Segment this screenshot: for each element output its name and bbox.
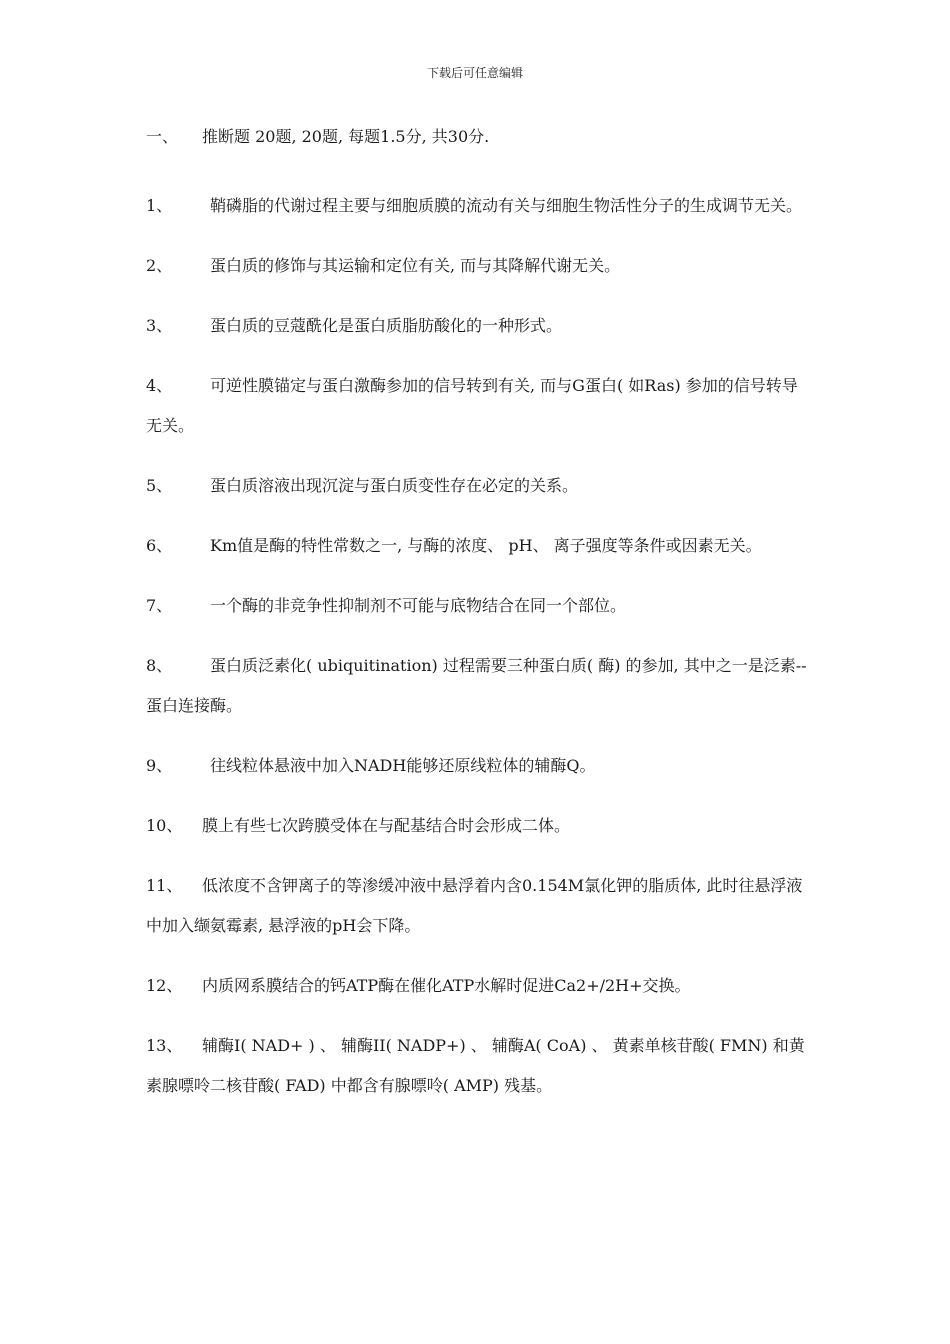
question-text: 辅酶I( NAD+ ) 、 辅酶II( NADP+) 、 辅酶A( CoA) 、 黄素单核苷酸( FMN) 和黄素腺嘌呤二核苷酸( FAD) 中都含有腺嘌呤( AMP) 残基。 — [146, 1036, 805, 1095]
question-number: 13、 — [146, 1036, 183, 1055]
question-number: 1、 — [146, 196, 173, 215]
question-text: 低浓度不含钾离子的等渗缓冲液中悬浮着内含0.154M氯化钾的脂质体, 此时往悬浮液中加入缬氨霉素, 悬浮液的pH会下降。 — [146, 876, 803, 935]
question-number: 3、 — [146, 316, 173, 335]
question-item-6 — [146, 526, 808, 566]
question-number: 8、 — [146, 656, 173, 675]
question-item-12 — [146, 966, 808, 1006]
question-item-7 — [146, 586, 808, 626]
section-title-text: 推断题 20题, 20题, 每题1.5分, 共30分. — [202, 127, 490, 146]
question-text: 蛋白质溶液出现沉淀与蛋白质变性存在必定的关系。 — [210, 476, 579, 495]
question-text: 一个酶的非竞争性抑制剂不可能与底物结合在同一个部位。 — [210, 596, 627, 615]
question-text: 蛋白质的修饰与其运输和定位有关, 而与其降解代谢无关。 — [210, 256, 621, 275]
question-number: 2、 — [146, 256, 173, 275]
question-number: 9、 — [146, 756, 173, 775]
question-number: 7、 — [146, 596, 173, 615]
question-number: 5、 — [146, 476, 173, 495]
question-item-9 — [146, 746, 808, 786]
question-number: 4、 — [146, 376, 173, 395]
question-item-4 — [146, 366, 808, 446]
question-text: 鞘磷脂的代谢过程主要与细胞质膜的流动有关与细胞生物活性分子的生成调节无关。 — [210, 196, 803, 215]
document-body — [146, 126, 808, 1126]
question-number: 12、 — [146, 976, 183, 995]
question-item-8 — [146, 646, 808, 726]
question-text: 内质网系膜结合的钙ATP酶在催化ATP水解时促进Ca2+/2H+交换。 — [202, 976, 691, 995]
question-text: 蛋白质泛素化( ubiquitination) 过程需要三种蛋白质( 酶) 的参加, 其中之一是泛素--蛋白连接酶。 — [146, 656, 807, 715]
question-item-2 — [146, 246, 808, 286]
question-item-10 — [146, 806, 808, 846]
question-number: 10、 — [146, 816, 183, 835]
question-item-13 — [146, 1026, 808, 1106]
section-heading — [146, 126, 808, 148]
question-item-11 — [146, 866, 808, 946]
question-item-1 — [146, 186, 808, 226]
question-item-3 — [146, 306, 808, 346]
page-header: 下载后可任意编辑 — [426, 66, 523, 80]
question-number: 6、 — [146, 536, 173, 555]
question-item-5 — [146, 466, 808, 506]
question-number: 11、 — [146, 876, 183, 895]
question-text: Km值是酶的特性常数之一, 与酶的浓度、 pH、 离子强度等条件或因素无关。 — [210, 536, 762, 555]
question-text: 膜上有些七次跨膜受体在与配基结合时会形成二体。 — [202, 816, 571, 835]
question-text: 可逆性膜锚定与蛋白激酶参加的信号转到有关, 而与G蛋白( 如Ras) 参加的信号转导无关。 — [146, 376, 798, 435]
section-number: 一、 — [146, 127, 179, 146]
question-text: 往线粒体悬液中加入NADH能够还原线粒体的辅酶Q。 — [210, 756, 596, 775]
question-text: 蛋白质的豆蔻酰化是蛋白质脂肪酸化的一种形式。 — [210, 316, 563, 335]
